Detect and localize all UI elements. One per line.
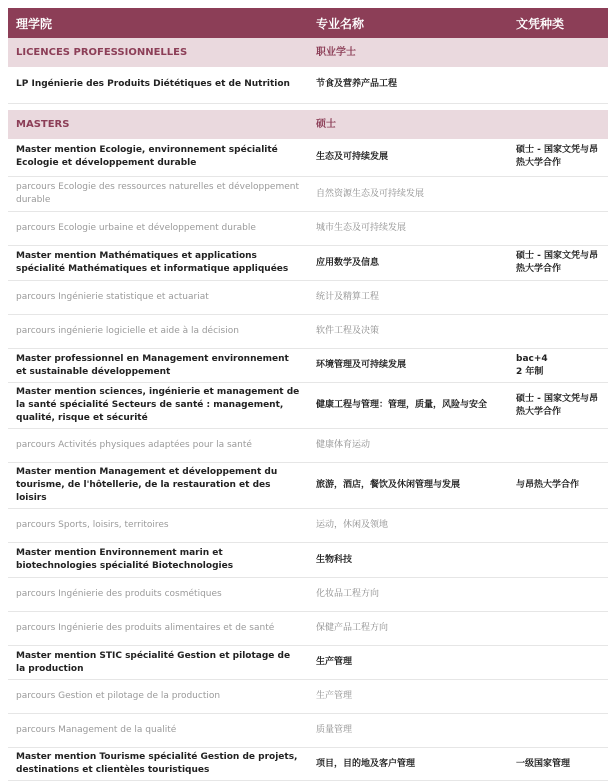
program-chinese-name: 统计及精算工程	[308, 281, 508, 315]
program-row	[8, 67, 608, 103]
program-chinese-name: 质量管理	[308, 714, 508, 748]
section-row	[8, 110, 608, 139]
program-french-name: parcours Ingénierie des produits alimentaires et de santé	[8, 612, 308, 646]
program-chinese-name: 硕士	[308, 110, 508, 139]
program-french-name: parcours Ecologie des ressources naturelles et développement durable	[8, 177, 308, 212]
program-french-name: parcours Sports, loisirs, territoires	[8, 509, 308, 543]
track-row	[8, 509, 608, 543]
diploma-type	[508, 646, 608, 680]
diploma-type: 硕士 - 国家文凭与昂热大学合作	[508, 383, 608, 429]
track-row	[8, 281, 608, 315]
program-french-name: parcours Management de la qualité	[8, 714, 308, 748]
program-french-name: Master mention Ecologie, environnement spécialité Ecologie et développement durable	[8, 139, 308, 177]
diploma-type	[508, 67, 608, 103]
program-row	[8, 748, 608, 781]
program-chinese-name: 生产管理	[308, 646, 508, 680]
track-row	[8, 177, 608, 212]
track-row	[8, 578, 608, 612]
table-header	[8, 8, 608, 38]
program-chinese-name: 旅游，酒店，餐饮及休闲管理与发展	[308, 463, 508, 509]
program-chinese-name: 健康体育运动	[308, 429, 508, 463]
program-chinese-name: 职业学士	[308, 38, 508, 67]
diploma-type	[508, 38, 608, 67]
track-row	[8, 212, 608, 246]
diploma-type	[508, 714, 608, 748]
program-french-name: parcours Gestion et pilotage de la production	[8, 680, 308, 714]
track-row	[8, 714, 608, 748]
program-french-name: LICENCES PROFESSIONNELLES	[8, 38, 308, 67]
diploma-type	[508, 509, 608, 543]
program-chinese-name: 生物科技	[308, 543, 508, 578]
program-french-name: Master professionnel en Management environnement et sustainable développement	[8, 349, 308, 383]
program-french-name: Master mention sciences, ingénierie et management de la santé spécialité Secteurs de santé : management, qualité, risque et sécurité	[8, 383, 308, 429]
program-french-name: parcours Ingénierie statistique et actuariat	[8, 281, 308, 315]
section-row	[8, 38, 608, 67]
diploma-type	[508, 315, 608, 349]
program-row	[8, 646, 608, 680]
diploma-type	[508, 429, 608, 463]
track-row	[8, 612, 608, 646]
diploma-type: 与昂热大学合作	[508, 463, 608, 509]
program-row	[8, 543, 608, 578]
program-row	[8, 463, 608, 509]
program-chinese-name: 自然资源生态及可持续发展	[308, 177, 508, 212]
table-body	[8, 38, 608, 781]
program-chinese-name: 健康工程与管理：管理，质量，风险与安全	[308, 383, 508, 429]
diploma-type: bac+4 2 年制	[508, 349, 608, 383]
program-french-name: LP Ingénierie des Produits Diététiques et de Nutrition	[8, 67, 308, 103]
program-french-name: parcours Activités physiques adaptées pour la santé	[8, 429, 308, 463]
header-row	[8, 8, 608, 38]
track-row	[8, 680, 608, 714]
track-row	[8, 315, 608, 349]
program-french-name: parcours Ingénierie des produits cosmétiques	[8, 578, 308, 612]
program-french-name: Master mention Management et développement du tourisme, de l'hôtellerie, de la restauration et des loisirs	[8, 463, 308, 509]
program-french-name: MASTERS	[8, 110, 308, 139]
program-row	[8, 246, 608, 281]
program-row	[8, 349, 608, 383]
diploma-type	[508, 110, 608, 139]
program-french-name: parcours Ecologie urbaine et développement durable	[8, 212, 308, 246]
program-chinese-name: 运动，休闲及领地	[308, 509, 508, 543]
program-chinese-name: 化妆品工程方向	[308, 578, 508, 612]
program-chinese-name: 应用数学及信息	[308, 246, 508, 281]
diploma-type-header: 文凭种类	[508, 8, 608, 38]
program-name-header: 专业名称	[308, 8, 508, 38]
diploma-type: 硕士 - 国家文凭与昂热大学合作	[508, 139, 608, 177]
diploma-type	[508, 612, 608, 646]
diploma-type	[508, 281, 608, 315]
diploma-type	[508, 543, 608, 578]
programs-table	[8, 8, 608, 781]
track-row	[8, 429, 608, 463]
program-french-name: parcours ingénierie logicielle et aide à la décision	[8, 315, 308, 349]
program-chinese-name: 保健产品工程方向	[308, 612, 508, 646]
program-chinese-name: 环境管理及可持续发展	[308, 349, 508, 383]
program-chinese-name: 生产管理	[308, 680, 508, 714]
diploma-type	[508, 578, 608, 612]
program-chinese-name: 节食及营养产品工程	[308, 67, 508, 103]
program-chinese-name: 城市生态及可持续发展	[308, 212, 508, 246]
program-french-name: Master mention Mathématiques et applications spécialité Mathématiques et informatique appliquées	[8, 246, 308, 281]
program-chinese-name: 生态及可持续发展	[308, 139, 508, 177]
diploma-type	[508, 680, 608, 714]
program-row	[8, 383, 608, 429]
diploma-type: 硕士 - 国家文凭与昂热大学合作	[508, 246, 608, 281]
faculty-header: 理学院	[8, 8, 308, 38]
program-french-name: Master mention STIC spécialité Gestion et pilotage de la production	[8, 646, 308, 680]
program-chinese-name: 软件工程及决策	[308, 315, 508, 349]
program-french-name: Master mention Environnement marin et biotechnologies spécialité Biotechnologies	[8, 543, 308, 578]
diploma-type: 一级国家管理	[508, 748, 608, 781]
program-french-name: Master mention Tourisme spécialité Gestion de projets, destinations et clientèles touristiques	[8, 748, 308, 781]
diploma-type	[508, 212, 608, 246]
program-chinese-name: 项目，目的地及客户管理	[308, 748, 508, 781]
diploma-type	[508, 177, 608, 212]
program-row	[8, 139, 608, 177]
